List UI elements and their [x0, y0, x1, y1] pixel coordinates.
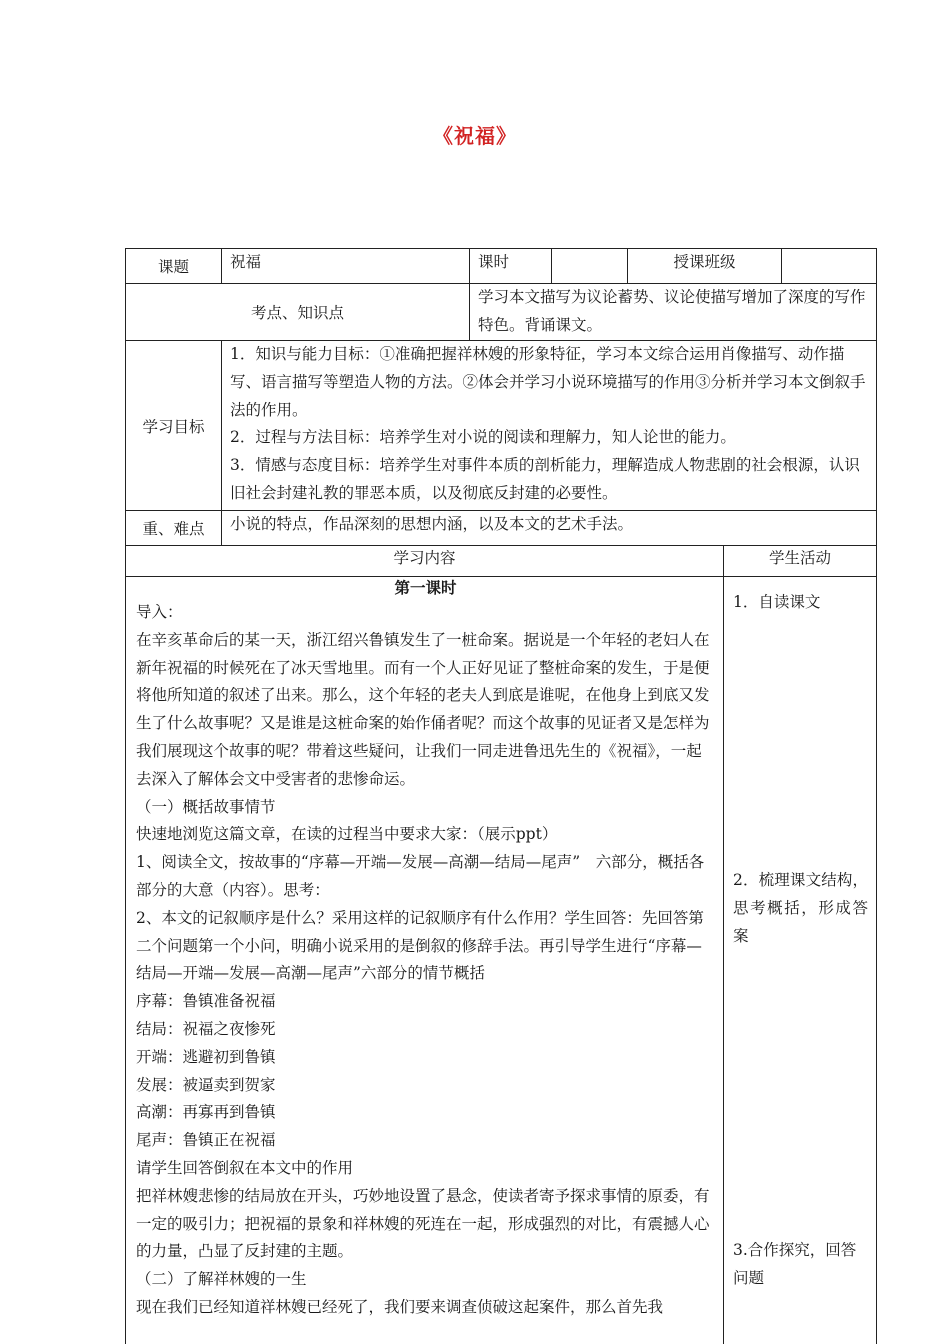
lesson-paragraph: 快速地浏览这篇文章，在读的过程当中要求大家：（展示ppt） [136, 825, 558, 844]
lesson-paragraph: 导入： [136, 603, 183, 621]
class-value-cell [781, 248, 877, 284]
knowledge-label-cell [125, 283, 470, 341]
lesson-paragraph: 发展：被逼卖到贺家 [136, 1075, 276, 1094]
goal-item: 3．情感与态度目标：培养学生对事件本质的剖析能力，理解造成人物悲剧的社会根源，认识旧社会封建礼教的罪恶本质，以及彻底反封建的必要性。 [230, 456, 860, 502]
keypoints-text-cell [221, 510, 877, 546]
class-label: 授课班级 [673, 253, 736, 271]
lesson-paragraph: 序幕：鲁镇准备祝福 [136, 992, 276, 1011]
lesson-paragraph: （二）了解祥林嫂的一生 [136, 1270, 307, 1289]
topic-label-cell [125, 248, 222, 284]
lesson-paragraph: 1、阅读全文，按故事的“序幕—开端—发展—高潮—结局—尾声” 六部分，概括各部分的大意（内容）。思考： [136, 853, 705, 899]
goals-label: 学习目标 [142, 417, 205, 436]
keypoints-label: 重、难点 [142, 520, 205, 538]
lesson-paragraph: 在辛亥革命后的某一天，浙江绍兴鲁镇发生了一桩命案。据说是一个年轻的老妇人在新年祝福的时候死在了冰天雪地里。而有一个人正好见证了整桩命案的发生，于是便将他所知道的叙述了出来。那么，这个年轻的老夫人到底是谁呢，在他身上到底又发生了什么故事呢？又是谁是这桩命案的始作俑者呢？而这个故事的见证者又是怎样为我们展现这个故事的呢？带着这些疑问，让我们一同走进鲁迅先生的《祝福》，一起去深入了解体会文中受害者的悲惨命运。 [136, 630, 710, 788]
content-header: 学习内容 [393, 549, 456, 567]
lesson-heading: 第一课时 [394, 578, 457, 597]
lesson-content-cell [125, 576, 724, 1344]
lesson-paragraph: 尾声：鲁镇正在祝福 [136, 1131, 276, 1150]
lesson-paragraph: 请学生回答倒叙在本文中的作用 [136, 1158, 354, 1177]
lesson-paragraph: （一）概括故事情节 [136, 797, 276, 816]
activity-cell [723, 576, 877, 1344]
activity-item: 3.合作探究，回答问题 [733, 1241, 857, 1287]
lesson-paragraph: 高潮：再寡再到鲁镇 [136, 1103, 276, 1122]
goals-label-cell [125, 340, 222, 511]
document-title: 《祝福》 [433, 124, 517, 148]
lesson-paragraph: 开端：逃避初到鲁镇 [136, 1047, 276, 1066]
keypoints-label-cell [125, 510, 222, 546]
lesson-paragraph: 结局：祝福之夜惨死 [136, 1019, 276, 1038]
goal-item: 2．过程与方法目标：培养学生对小说的阅读和理解力，知人论世的能力。 [230, 428, 736, 447]
hours-label: 课时 [478, 253, 510, 271]
lesson-paragraph: 现在我们已经知道祥林嫂已经死了，我们要来调查侦破这起案件，那么首先我 [136, 1297, 664, 1316]
class-label-cell [627, 248, 782, 284]
lesson-paragraph: 2、本文的记叙顺序是什么？采用这样的记叙顺序有什么作用？学生回答：先回答第二个问题第一个小问，明确小说采用的是倒叙的修辞手法。再引导学生进行“序幕—结局—开端—发展—高潮—尾声”六部分的情节概括 [136, 908, 704, 983]
lesson-paragraph: 把祥林嫂悲惨的结局放在开头，巧妙地设置了悬念，使读者寄予探求事情的原委，有一定的吸引力；把祝福的景象和祥林嫂的死连在一起，形成强烈的对比，有震撼人心的力量，凸显了反封建的主题。 [136, 1186, 710, 1261]
keypoints-text: 小说的特点，作品深刻的思想内涵，以及本文的艺术手法。 [230, 515, 634, 533]
content-header-cell [125, 545, 724, 577]
goal-item: 1．知识与能力目标：①准确把握祥林嫂的形象特征，学习本文综合运用肖像描写、动作描写、语言描写等塑造人物的方法。②体会并学习小说环境描写的作用③分析并学习本文倒叙手法的作用。 [230, 345, 866, 419]
topic-value-cell [221, 248, 470, 284]
knowledge-text-cell [469, 283, 877, 341]
goals-text-cell [221, 340, 877, 511]
activity-header: 学生活动 [768, 549, 831, 567]
activity-header-cell [723, 545, 877, 577]
knowledge-label: 考点、知识点 [250, 304, 344, 322]
hours-label-cell [469, 248, 552, 284]
activity-item: 2．梳理课文结构，思考概括，形成答案 [733, 871, 868, 945]
topic-label: 课题 [157, 258, 189, 276]
activity-item: 1．自读课文 [733, 593, 821, 611]
hours-value-cell [551, 248, 628, 284]
knowledge-text: 学习本文描写为议论蓄势、议论使描写增加了深度的写作特色。背诵课文。 [478, 288, 866, 334]
topic-value: 祝福 [230, 253, 262, 271]
